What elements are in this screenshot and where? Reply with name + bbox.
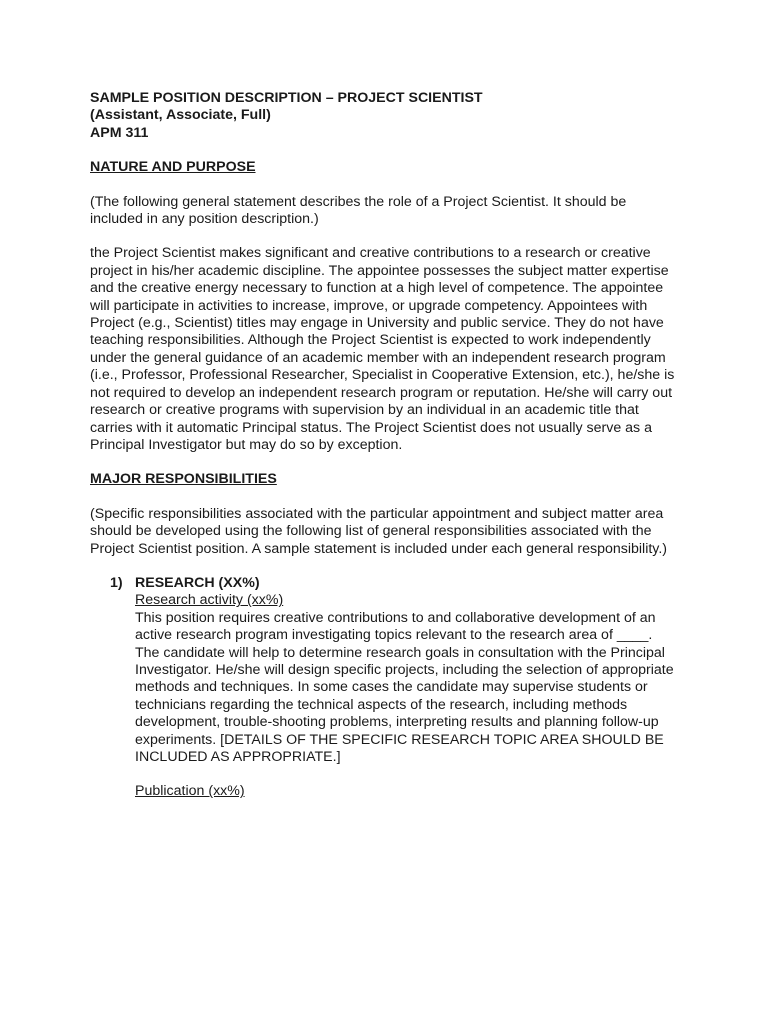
- document-code: APM 311: [90, 124, 149, 141]
- nature-heading: NATURE AND PURPOSE: [90, 159, 256, 176]
- research-activity-heading: Research activity (xx%): [135, 592, 284, 609]
- list-item: [90, 575, 680, 801]
- nature-body: the Project Scientist makes significant and creative contributions to a research or creative project in his/her academic discipline. The appointee possesses the subject matter expertise and the creative energy necessary to function at a high level of competence. The appointee will participate in activities to increase, improve, or upgrade competency. Appointees with Project (e.g., Scientist) titles may engage in University and public service. They do not have teaching responsibilities. Although the Project Scientist is expected to work independently under the general guidance of an academic member with an independent research program (i.e., Professor, Professional Researcher, Specialist in Cooperative Extension, etc.), he/she is not required to develop an independent research program or reputation. He/she will carry out research or creative programs with supervision by an individual in an academic title that carries with it automatic Principal status. The Project Scientist does not usually serve as a Principal Investigator but may do so by exception.: [90, 245, 675, 453]
- major-intro: (Specific responsibilities associated with the particular appointment and subject matter area should be developed using the following list of general responsibilities associated with the Project Scientist position. A sample statement is included under each general responsibility.): [90, 505, 668, 557]
- document-title: SAMPLE POSITION DESCRIPTION – PROJECT SCIENTIST: [90, 90, 483, 106]
- document-page: [90, 90, 680, 801]
- research-activity-body: This position requires creative contributions to and collaborative development of an active research program investigating topics relevant to the research area of ____. The candidate will help to determine research goals in consultation with the Principal Investigator. He/she will design specific projects, including the selection of appropriate methods and techniques. In some cases the candidate may supervise students or technicians regarding the technical aspects of the research, including methods development, trouble-shooting problems, interpreting results and planning follow-up experiments. [DETAILS OF THE SPECIFIC RESEARCH TOPIC AREA SHOULD BE INCLUDED AS APPROPRIATE.]: [135, 609, 674, 765]
- publication-heading: Publication (xx%): [135, 783, 245, 800]
- list-item-title: RESEARCH (XX%): [135, 574, 260, 591]
- major-heading: MAJOR RESPONSIBILITIES: [90, 471, 277, 488]
- document-subtitle: (Assistant, Associate, Full): [90, 107, 271, 124]
- responsibility-list: [90, 575, 680, 801]
- list-item-number: 1): [110, 574, 123, 591]
- nature-intro: (The following general statement describes the role of a Project Scientist. It should be included in any position description.): [90, 193, 627, 228]
- document-header: [90, 90, 680, 142]
